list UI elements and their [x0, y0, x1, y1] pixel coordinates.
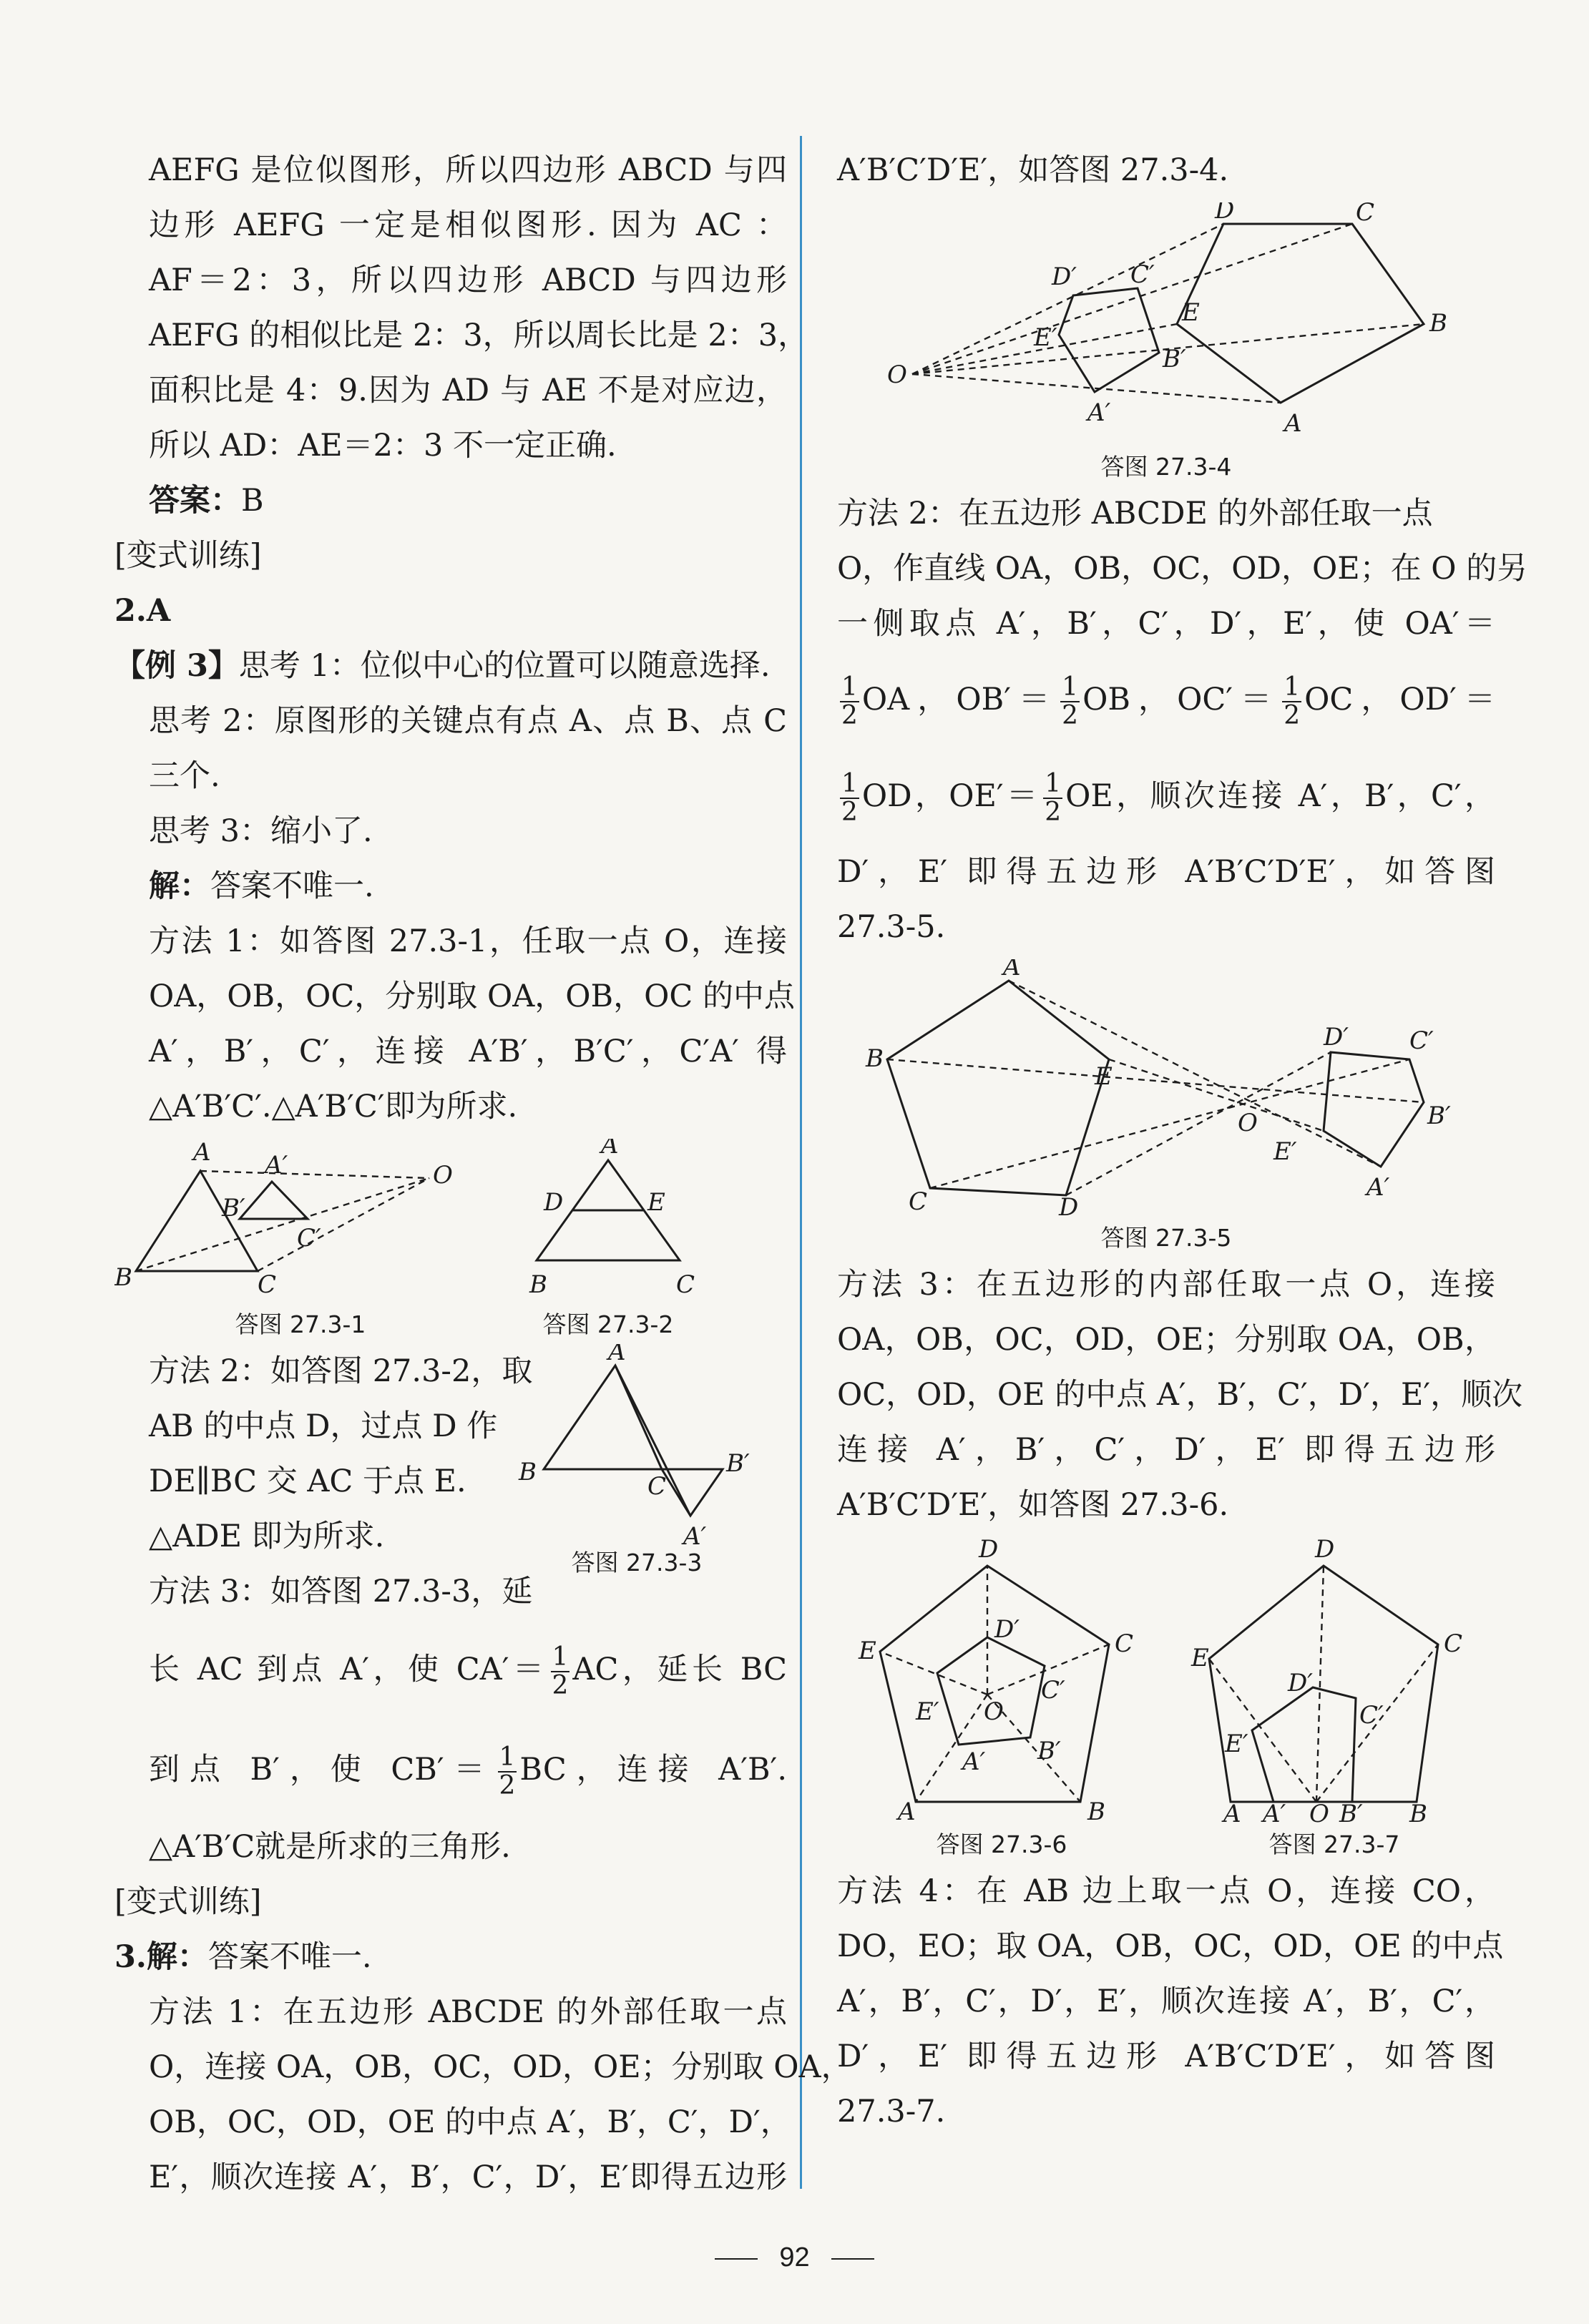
page-number-text: 92 — [779, 2242, 810, 2272]
text-line: AEFG 是位似图形，所以四边形 ABCD 与四 — [149, 152, 787, 188]
label-Ap: A′ — [1366, 1173, 1390, 1202]
dashed-OC — [912, 224, 1352, 374]
label-Cp: C′ — [1409, 1026, 1434, 1055]
label-O: O — [887, 361, 907, 389]
text-line: 所以 AD：AE＝2：3 不一定正确. — [149, 428, 617, 464]
figure-caption: 答图 27.3-4 — [1100, 453, 1232, 481]
fraction-numerator: 1 — [841, 769, 858, 799]
figure-caption: 答图 27.3-1 — [235, 1310, 366, 1338]
figure-caption: 答图 27.3-6 — [936, 1830, 1067, 1858]
text-line: 方法 1：如答图 27.3-1，任取一点 O，连接 — [149, 923, 787, 959]
method-2-fraction-line-1 — [837, 652, 1495, 748]
figure-27-3-4-svg — [837, 202, 1495, 446]
fraction-one-half — [1060, 674, 1080, 730]
text-span: OE，顺次连接 A′，B′，C′， — [1065, 778, 1495, 814]
fraction-numerator: 1 — [1045, 769, 1062, 799]
dash — [831, 2258, 874, 2260]
text-line: 方法 2：在五边形 ABCDE 的外部任取一点 — [837, 496, 1433, 531]
figure-27-3-3-svg — [515, 1344, 758, 1559]
label-Cp: C′ — [297, 1224, 321, 1252]
method-2-block — [114, 1344, 787, 1619]
figure-caption: 答图 27.3-2 — [542, 1310, 674, 1338]
text-line: DO，EO；取 OA，OB，OC，OD，OE 的中点 — [837, 1928, 1504, 1964]
figure-caption: 答图 27.3-3 — [571, 1549, 703, 1577]
variant-heading: [变式训练] — [114, 1884, 262, 1920]
label-Bp: B′ — [222, 1194, 245, 1222]
triangle-ApBpCp — [240, 1182, 308, 1219]
fraction-denominator: 2 — [841, 798, 858, 827]
label-C: C — [909, 1187, 928, 1216]
label-D: D — [1315, 1537, 1335, 1564]
figure-27-3-4 — [837, 202, 1495, 482]
label-E: E — [1182, 298, 1200, 327]
fraction-one-half — [840, 674, 859, 730]
text-line: D′，E′ 即得五边形 A′B′C′D′E′，如答图 — [837, 2039, 1495, 2074]
text-line: A′，B′，C′，连接 A′B′，B′C′，C′A′ 得 — [149, 1034, 787, 1069]
label-E: E — [1095, 1062, 1113, 1091]
text-line: A′B′C′D′E′，如答图 27.3-4. — [837, 152, 1229, 188]
pentagon-ApBpCpDpEp — [1252, 1687, 1356, 1802]
fraction-denominator: 2 — [499, 1771, 516, 1800]
text-line: DE∥BC 交 AC 于点 E. — [149, 1463, 466, 1499]
figure-27-3-7-svg — [1180, 1537, 1488, 1823]
label-O: O — [1309, 1800, 1329, 1823]
text-line: OB，OC，OD，OE 的中点 A′，B′，C′，D′， — [149, 2104, 791, 2140]
fraction-one-half — [551, 1644, 570, 1700]
text-line: AF＝2：3，所以四边形 ABCD 与四边形 — [149, 263, 787, 298]
figure-27-3-6-svg — [837, 1537, 1166, 1823]
text-span: 长 AC 到点 A′，使 CA′＝ — [149, 1652, 548, 1687]
label-A: A — [193, 1139, 211, 1167]
figure-27-3-3 — [515, 1344, 758, 1578]
label-Ap: A′ — [683, 1522, 707, 1551]
text-line: 27.3-5. — [837, 909, 946, 945]
fraction-denominator: 2 — [1284, 701, 1301, 730]
method-3-line-2 — [114, 1619, 787, 1720]
fraction-denominator: 2 — [1062, 701, 1079, 730]
label-Bp: B′ — [726, 1449, 750, 1478]
label-Dp: D′ — [1288, 1669, 1313, 1697]
text-line: A′，B′，C′，D′，E′，顺次连接 A′，B′，C′， — [837, 1984, 1495, 2019]
example-3-line — [114, 639, 787, 694]
pentagon-ABCDE — [880, 1566, 1109, 1802]
text-line: 边形 AEFG 一定是相似图形. 因为 AC ： — [149, 207, 787, 243]
text-line: 面积比是 4：9.因为 AD 与 AE 不是对应边， — [149, 373, 787, 408]
figure-caption: 答图 27.3-5 — [1100, 1224, 1232, 1252]
label-Bp: B′ — [1339, 1800, 1363, 1823]
figure-caption: 答图 27.3-7 — [1268, 1830, 1400, 1858]
column-divider — [800, 136, 802, 2189]
label-Bp: B′ — [1037, 1737, 1061, 1765]
label-D: D — [1059, 1193, 1079, 1217]
pentagon-ApBpCpDpEp — [1059, 288, 1159, 392]
text-line: 思考 3：缩小了. — [149, 813, 373, 849]
answer-label: 答案： — [149, 483, 241, 519]
label-C: C — [1356, 202, 1375, 227]
page-number — [0, 2242, 1589, 2273]
triangle-ABC — [544, 1366, 662, 1469]
text-span: 到点 B′，使 CB′＝ — [149, 1752, 495, 1788]
text-line: O，连接 OA，OB，OC，OD，OE；分别取 OA， — [149, 2049, 852, 2085]
figure-27-3-5-svg — [837, 959, 1495, 1217]
fraction-one-half — [498, 1744, 517, 1800]
label-Ep: E′ — [1225, 1730, 1248, 1758]
figure-27-3-6 — [837, 1537, 1166, 1860]
text-line: O，作直线 OA，OB，OC，OD，OE；在 O 的另 — [837, 551, 1528, 587]
text-line: D′，E′ 即得五边形 A′B′C′D′E′，如答图 — [837, 854, 1495, 890]
answer-value: B — [241, 483, 264, 519]
text-line: 三个. — [149, 758, 220, 794]
fraction-numerator: 1 — [552, 1642, 569, 1672]
text-line: △A′B′C′.△A′B′C′即为所求. — [149, 1089, 518, 1124]
method-2-fraction-line-2 — [837, 748, 1495, 845]
pentagon-ABCDE — [1177, 224, 1424, 403]
text-line: OC，OD，OE 的中点 A′，B′，C′，D′，E′，顺次 — [837, 1377, 1523, 1413]
figures-row-1 — [114, 1139, 787, 1340]
label-D: D — [979, 1537, 999, 1564]
text-span: AC，延长 BC — [572, 1652, 787, 1687]
text-line: 方法 2：如答图 27.3-2，取 — [149, 1353, 533, 1389]
fraction-one-half — [1043, 770, 1062, 826]
label-Dp: D′ — [1052, 263, 1077, 291]
text-span: OB，OC′＝ — [1082, 682, 1280, 717]
dashed-BBp — [887, 1059, 1424, 1102]
label-D: D — [1215, 202, 1235, 225]
label-E: E — [1191, 1644, 1209, 1672]
solution-label: 解： — [149, 868, 210, 904]
fraction-numerator: 1 — [499, 1742, 516, 1773]
label-A: A — [1284, 409, 1302, 438]
text-line: 方法 3：在五边形的内部任取一点 O，连接 — [837, 1267, 1495, 1303]
text-line: 思考 1：位似中心的位置可以随意选择. — [238, 648, 771, 684]
label-C: C — [647, 1472, 667, 1501]
label-Bp: B′ — [1163, 345, 1186, 373]
fraction-numerator: 1 — [1062, 672, 1079, 702]
text-line: 思考 2：原图形的关键点有点 A、点 B、点 C — [149, 703, 787, 739]
dashed-OE — [880, 1652, 987, 1695]
text-span: 答案不唯一. — [207, 1939, 372, 1975]
question-3-line — [114, 1930, 787, 1985]
fraction-one-half — [840, 770, 859, 826]
answer-2: 2.A — [114, 593, 171, 629]
variant-heading: [变式训练] — [114, 538, 262, 574]
label-Cp: C′ — [1359, 1701, 1384, 1730]
text-line: 方法 4：在 AB 边上取一点 O，连接 CO， — [837, 1873, 1495, 1909]
answer-line — [114, 474, 787, 529]
label-B: B — [1409, 1800, 1427, 1823]
text-line: 连接 A′，B′，C′，D′，E′ 即得五边形 — [837, 1432, 1495, 1468]
label-E: E — [647, 1188, 665, 1217]
label-Cp: C′ — [1041, 1676, 1065, 1705]
label-A: A — [608, 1344, 626, 1366]
label-C: C — [258, 1270, 277, 1299]
text-span: OC，OD′＝ — [1304, 682, 1495, 717]
fraction-numerator: 1 — [841, 672, 858, 702]
label-B: B — [519, 1458, 537, 1486]
text-span: OA，OB′＝ — [861, 682, 1058, 717]
text-line: AEFG 的相似比是 2：3，所以周长比是 2：3， — [149, 318, 809, 353]
text-line: 方法 3：如答图 27.3-3，延 — [149, 1574, 533, 1609]
label-B: B — [866, 1044, 884, 1073]
label-A: A — [1223, 1800, 1241, 1823]
label-O: O — [984, 1697, 1004, 1726]
figure-27-3-1 — [114, 1139, 487, 1340]
label-A: A — [898, 1798, 916, 1823]
text-line: AB 的中点 D，过点 D 作 — [149, 1408, 498, 1444]
solution-text: 答案不唯一. — [210, 868, 374, 904]
label-C: C — [1115, 1629, 1134, 1658]
fraction-one-half — [1282, 674, 1301, 730]
example-3-tag: 【例 3】 — [114, 648, 239, 684]
pentagon-ApBpCpDpEp — [937, 1637, 1045, 1745]
label-D: D — [544, 1188, 564, 1217]
text-line: 一侧取点 A′，B′，C′，D′，E′，使 OA′＝ — [837, 606, 1495, 642]
method-3-line-3 — [114, 1720, 787, 1820]
label-Ep: E′ — [1034, 323, 1057, 352]
label-Dp: D′ — [994, 1615, 1020, 1644]
dashed-OA — [200, 1171, 429, 1178]
text-span: BC，连接 A′B′. — [519, 1752, 787, 1788]
question-3-label: 3.解： — [114, 1939, 208, 1975]
label-O: O — [433, 1161, 453, 1190]
text-span: OD，OE′＝ — [861, 778, 1041, 814]
figures-row-pentagons — [837, 1537, 1495, 1860]
left-column — [114, 143, 852, 2205]
fraction-denominator: 2 — [1045, 798, 1062, 827]
label-A: A — [601, 1139, 619, 1159]
label-E: E — [859, 1637, 876, 1665]
label-Dp: D′ — [1324, 1023, 1349, 1051]
label-C: C — [1444, 1629, 1463, 1658]
text-line: △ADE 即为所求. — [149, 1519, 385, 1554]
figure-27-3-7 — [1180, 1537, 1488, 1860]
label-Ep: E′ — [1273, 1137, 1297, 1166]
fraction-denominator: 2 — [552, 1671, 569, 1700]
label-Cp: C′ — [1130, 260, 1155, 289]
label-C: C — [676, 1270, 695, 1299]
text-line: E′，顺次连接 A′，B′，C′，D′，E′即得五边形 — [149, 2159, 787, 2195]
fraction-denominator: 2 — [841, 701, 858, 730]
label-Ap: A′ — [265, 1151, 288, 1180]
pentagon-ABCDE — [1209, 1566, 1438, 1802]
text-line: 方法 1：在五边形 ABCDE 的外部任取一点 — [149, 1994, 787, 2030]
text-line: △A′B′C就是所求的三角形. — [149, 1829, 511, 1865]
label-B: B — [1429, 309, 1447, 338]
text-line: A′B′C′D′E′，如答图 27.3-6. — [837, 1487, 1229, 1523]
figure-27-3-2-svg — [501, 1139, 715, 1303]
figure-27-3-2 — [501, 1139, 715, 1340]
solution-line — [114, 859, 787, 914]
label-Ap: A′ — [962, 1747, 986, 1776]
pentagon-ABCDE — [887, 981, 1109, 1195]
dashed-CCp — [930, 1059, 1409, 1188]
label-Bp: B′ — [1427, 1102, 1451, 1130]
text-line: OA，OB，OC，OD，OE；分别取 OA，OB， — [837, 1322, 1495, 1358]
text-line: 27.3-7. — [837, 2094, 946, 2129]
label-O: O — [1238, 1109, 1258, 1137]
figure-27-3-5 — [837, 959, 1495, 1253]
figure-27-3-1-svg — [114, 1139, 487, 1303]
label-B: B — [114, 1263, 132, 1292]
dash — [715, 2258, 758, 2260]
label-B: B — [529, 1270, 547, 1299]
dashed-OD — [1316, 1566, 1324, 1802]
text-line: OA，OB，OC，分别取 OA，OB，OC 的中点 — [149, 979, 795, 1014]
method-2-text — [114, 1344, 533, 1619]
label-B: B — [1087, 1798, 1105, 1823]
label-Ap: A′ — [1263, 1800, 1286, 1823]
label-A: A — [1003, 959, 1021, 981]
label-Ep: E′ — [916, 1697, 939, 1726]
fraction-numerator: 1 — [1284, 672, 1301, 702]
label-Ap: A′ — [1087, 398, 1111, 427]
dashed-EEp — [1109, 1059, 1324, 1131]
right-column — [837, 143, 1528, 2139]
